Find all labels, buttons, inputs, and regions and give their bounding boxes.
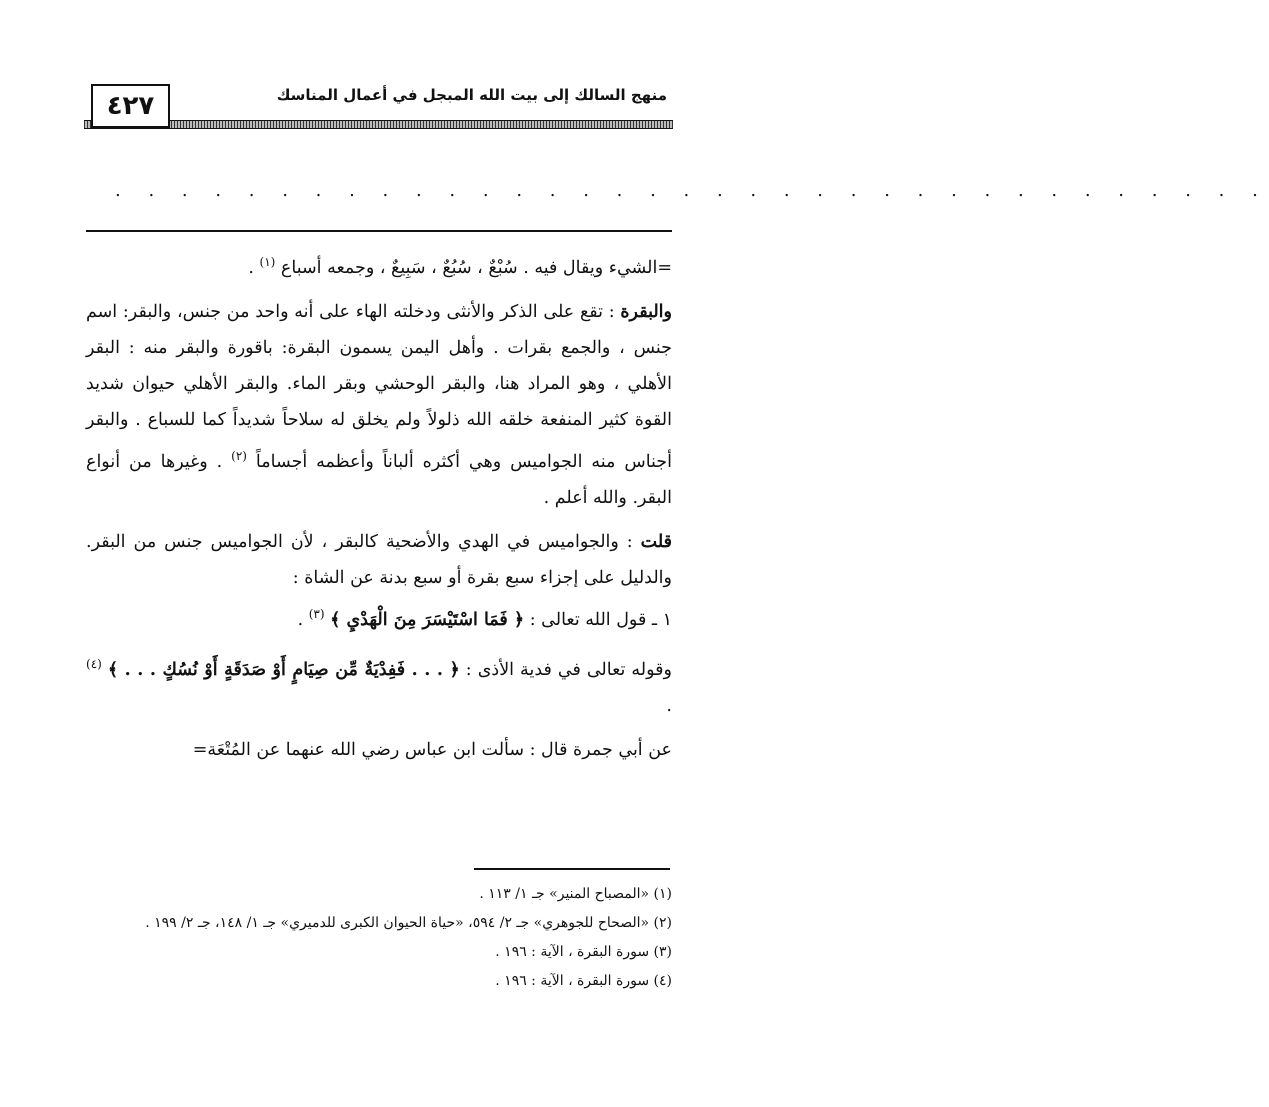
paragraph-2 bbox=[86, 294, 672, 516]
paragraph-6-text: عن أبي جمرة قال : سألت ابن عباس رضي الله عنهما عن المُتْعَة= bbox=[192, 740, 672, 760]
continuation-rule bbox=[86, 230, 672, 232]
main-text bbox=[86, 244, 672, 768]
separator-dots: . . . . . . . . . . . . . . . . . . . . . . . . . . . . . . . . . . . bbox=[115, 180, 1269, 201]
paragraph-2-text: : تقع على الذكر والأنثى ودخلته الهاء على أنه واحد من جنس، والبقر: اسم جنس ، والجمع بقرات . وأهل اليمن يسمون البقرة: باقورة والبقر منه : البقر الأهلي ، وهو المراد هنا، والبقر الوحشي وبقر الماء. والبقر الأهلي حيوان شديد القوة كثير المنفعة خلقه الله ذلولاً ولم يخلق له سلاحاً شديداً كما للسباع . والبقر أجناس منه الجواميس وهي أكثره ألباناً وأعظمه أجساماً bbox=[86, 302, 672, 472]
quran-verse-2: ﴿ . . . فَفِدْيَةٌ مِّن صِيَامٍ أَوْ صَدَقَةٍ أَوْ نُسُكٍ . . . ﴾ bbox=[107, 660, 460, 680]
header-rule bbox=[84, 120, 673, 129]
paragraph-3-text: : والجواميس في الهدي والأضحية كالبقر ، لأن الجواميس جنس من البقر. والدليل على إجزاء سبع بقرة أو سبع بدنة عن الشاة : bbox=[86, 532, 672, 588]
paragraph-2-tail: . وغيرها من أنواع البقر. والله أعلم . bbox=[86, 452, 672, 508]
paragraph-4-text: ١ ـ قول الله تعالى : bbox=[524, 610, 672, 630]
footnotes bbox=[86, 880, 672, 996]
paragraph-5-text: وقوله تعالى في فدية الأذى : bbox=[459, 660, 672, 680]
paragraph-3 bbox=[86, 524, 672, 596]
paragraph-5 bbox=[86, 646, 672, 724]
page-number: ٤٢٧ bbox=[91, 84, 170, 128]
paragraph-4-end: . bbox=[297, 610, 309, 630]
footnote-2: (٢) «الصحاح للجوهري» جـ ٢/ ٥٩٤، «حياة الحيوان الكبرى للدميري» جـ ١/ ١٤٨، جـ ٢/ ١٩٩ . bbox=[145, 915, 672, 931]
running-header-title: منهج السالك إلى بيت الله المبجل في أعمال المناسك bbox=[276, 86, 667, 104]
paragraph-1-end: . bbox=[248, 258, 260, 278]
footnote-rule bbox=[474, 868, 670, 870]
footnote-ref-4: (٤) bbox=[86, 657, 102, 671]
paragraph-5-end: . bbox=[666, 696, 672, 716]
paragraph-1-text: =الشيء ويقال فيه . سُبْعٌ ، سُبُعٌ ، سَبِيعٌ ، وجمعه أسباع bbox=[280, 258, 672, 278]
paragraph-1 bbox=[86, 244, 672, 286]
footnote-4: (٤) سورة البقرة ، الآية : ١٩٦ . bbox=[495, 973, 672, 989]
quran-verse-1: ﴿ فَمَا اسْتَيْسَرَ مِنَ الْهَدْيِ ﴾ bbox=[330, 610, 525, 630]
paragraph-2-label: والبقرة bbox=[620, 302, 672, 322]
footnote-1: (١) «المصباح المنير» جـ ١/ ١١٣ . bbox=[479, 886, 672, 902]
footnote-ref-1: (١) bbox=[259, 255, 276, 269]
paragraph-4 bbox=[86, 596, 672, 638]
footnote-ref-3: (٣) bbox=[308, 607, 325, 621]
footnote-ref-2: (٢) bbox=[231, 449, 247, 463]
paragraph-6 bbox=[86, 732, 672, 768]
paragraph-3-label: قلت bbox=[640, 532, 672, 552]
footnote-3: (٣) سورة البقرة ، الآية : ١٩٦ . bbox=[495, 944, 672, 960]
